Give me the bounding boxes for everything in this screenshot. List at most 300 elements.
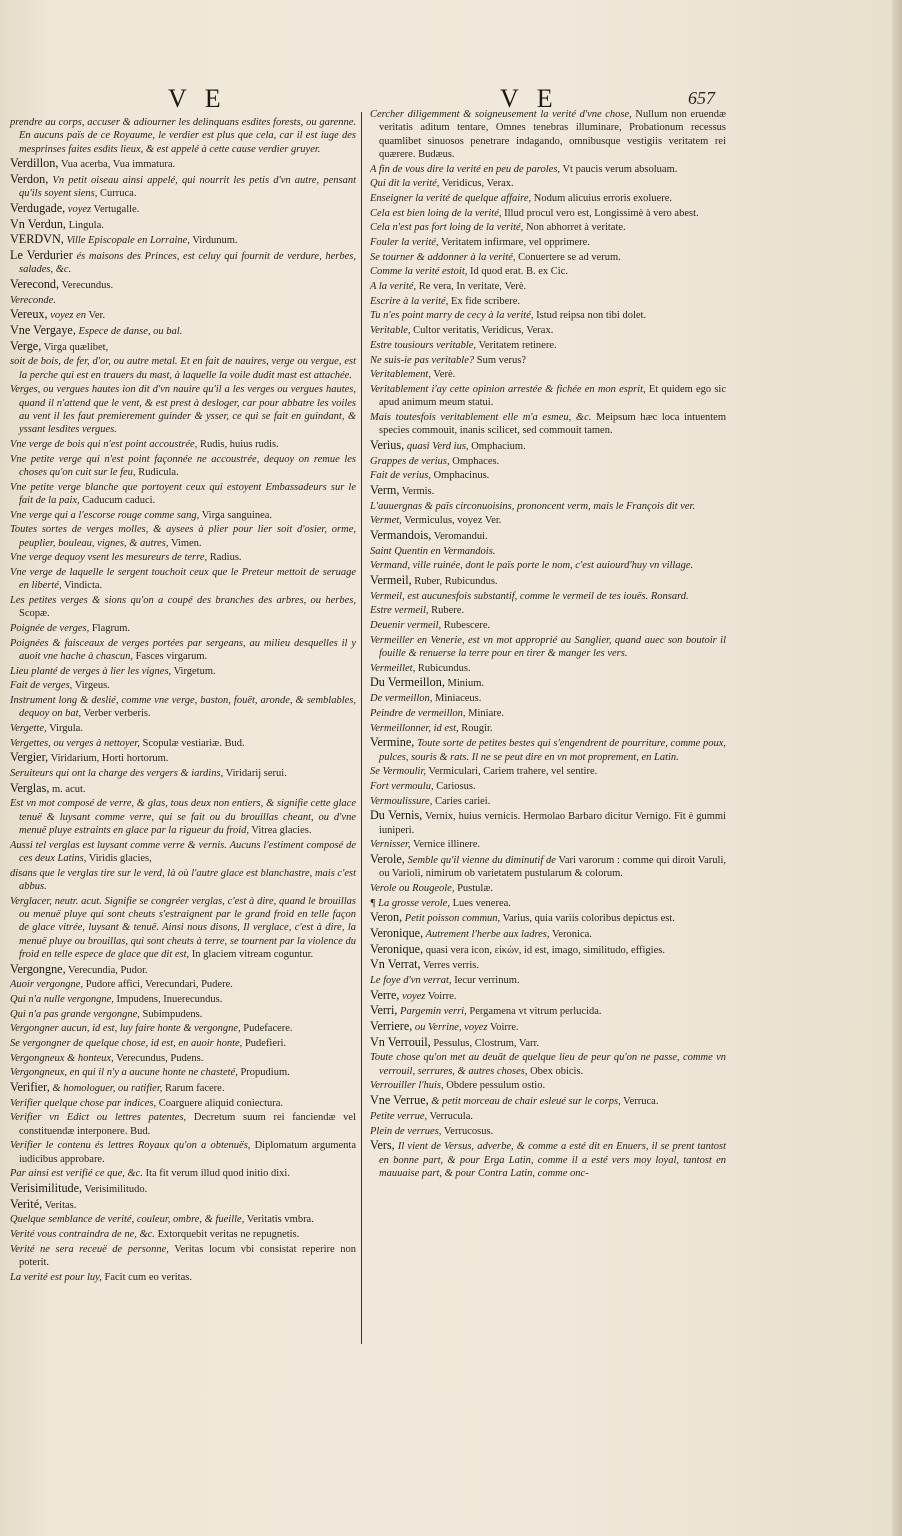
french-gloss: & homologuer, ou ratifier, [49,1083,163,1095]
latin-gloss: Pudefacere. [240,1023,293,1035]
french-gloss: voyez en [47,310,87,322]
french-gloss: Seruiteurs qui ont la charge des vergers & iardins, [10,768,224,780]
latin-gloss: Iecur verrinum. [451,975,520,987]
french-gloss: Cela n'est pas fort loing de la verité, [370,222,524,234]
french-gloss: ¶ La grosse verole, [370,897,450,909]
dictionary-entry [370,368,726,381]
french-gloss: Se vergongner de quelque chose, id est, en auoir honte, [10,1038,243,1050]
french-gloss: Cercher diligemment & soigneusement la verité d'vne chose, [370,109,632,120]
dictionary-entry [370,280,726,293]
french-gloss: Peindre de vermeillon, [370,707,466,719]
french-gloss: Cela est bien loing de la verité, [370,207,502,219]
latin-gloss: Ita fit verum illud quod initio dixi. [142,1168,290,1180]
french-gloss: & petit morceau de chair esleué sur le corps, [428,1096,621,1108]
latin-gloss: Veritatem retinere. [476,339,557,351]
french-gloss: Tu n'es point marry de cecy à la verité, [370,310,534,322]
dictionary-entry [10,1243,356,1270]
latin-gloss: Veritas. [42,1199,77,1211]
latin-gloss: Vindicta. [61,580,103,592]
dictionary-entry [370,662,726,675]
latin-gloss: Lingula. [65,219,104,231]
dictionary-entry [370,192,726,205]
french-gloss: Vernisser, [370,839,411,851]
latin-gloss: Veritas locum vbi consistat reperire non poterit. [19,1243,356,1269]
dictionary-entry [370,1110,726,1123]
running-head-left: V E [168,84,227,113]
headword: Verriere, [370,1019,413,1034]
dictionary-entry [10,1182,356,1196]
latin-gloss: Pergamena vt vitrum perlucida. [466,1006,602,1018]
dictionary-entry [370,1094,726,1108]
dictionary-entry [370,383,726,410]
headword: Veronique, [370,925,424,940]
dictionary-entry [370,943,726,957]
latin-gloss: Vari varorum : comme qui diroit Varuli, ou Varioli, nimirum ob varietatem pustularum & colorum. [379,854,726,880]
headword: Veronique, [370,941,424,956]
french-gloss: ou Verrine, voyez [412,1022,488,1034]
dictionary-entry [10,737,356,750]
headword: Du Vermeillon, [370,675,445,690]
dictionary-entry [370,1079,726,1092]
left-column [10,116,356,1286]
headword: Verecond, [10,277,60,291]
french-gloss: A fin de vous dire la verité en peu de paroles, [370,163,561,175]
latin-gloss: Re vera, In veritate, Verè. [416,281,527,293]
dictionary-entry [370,221,726,234]
dictionary-entry [10,637,356,664]
latin-gloss: Rubescere. [441,620,491,632]
french-gloss: Auoir vergongne, [10,979,84,991]
dictionary-entry [10,383,356,436]
dictionary-entry [10,722,356,735]
french-gloss: Vn petit oiseau ainsi appelé, qui nourrit les petis d'vn autre, pensant qu'ils soyent siens, [19,174,356,200]
dictionary-entry [10,1097,356,1110]
french-gloss: voyez [65,203,92,215]
headword: Le Verdurier [10,248,73,263]
latin-gloss: Vermiculus, voyez Ver. [401,515,502,527]
french-gloss: La verité est pour luy, [10,1271,102,1283]
headword: Verius, [370,437,405,452]
french-gloss: Verglacer, neutr. acut. Signifie se congréer verglas, c'est à dire, quand le brouillas ou menuë pluye qui sont cheuts s'estraignent par le grand froid en telle façon de glace vitrée, luysant & tenuë. Ainsi nous disons, Il verglace, c'est à dire, la menuë pluye ou brouillas, qui sont cheuts à terre, se tournent par la violence du froid en telle espece de glace que dit est, [10,895,356,960]
latin-gloss: Viridarium, Horti hortorum. [48,753,169,765]
dictionary-entry [370,1125,726,1138]
dictionary-entry [10,453,356,480]
french-gloss: Vermeil, est aucunesfois substantif, comme le vermeil de tes iouës. Ronsard. [370,590,689,602]
dictionary-entry [10,308,356,322]
dictionary-entry [370,838,726,851]
dictionary-entry [10,481,356,508]
french-gloss: Toutes sortes de verges molles, & aysees à plier pour lier soit d'osier, orme, peuplier, bouleau, vignes, & autres, [10,524,356,549]
dictionary-entry [10,797,356,837]
latin-gloss: Rougir. [458,722,493,734]
latin-gloss: Curruca. [97,188,137,200]
french-gloss: Vereconde. [10,294,56,306]
headword: Vne Verrue, [370,1093,429,1108]
dictionary-entry [370,911,726,925]
latin-gloss: Verecundia, Pudor. [65,964,148,976]
latin-gloss: Viridis glacies, [86,853,152,865]
french-gloss: Espece de danse, ou bal. [75,326,183,338]
headword: Vereux, [10,307,48,322]
dictionary-entry [10,1066,356,1079]
french-gloss: Verifier quelque chose par indices, [10,1097,157,1109]
dictionary-entry [370,469,726,482]
dictionary-entry [370,1036,726,1050]
dictionary-entry [370,574,726,588]
dictionary-entry [370,882,726,895]
dictionary-entry [10,782,356,796]
dictionary-entry [370,974,726,987]
headword: Vermandois, [370,527,432,542]
dictionary-entry [10,679,356,692]
french-gloss: Vergettes, ou verges à nettoyer, [10,737,140,749]
french-gloss: Le foye d'vn verrat, [370,975,452,987]
latin-gloss: Miniare. [465,707,505,719]
headword: Du Vernis, [370,808,423,823]
dictionary-entry [370,559,726,572]
latin-gloss: Varius, quia variis coloribus depictus est. [500,913,675,925]
french-gloss: Poignées & faisceaux de verges portées par sergeans, au milieu desquelles il y auoit vne hache à chascun, [10,637,356,662]
headword: Vn Verdun, [10,216,66,231]
dictionary-entry [370,736,726,764]
latin-gloss: Extorquebit veritas ne repugnetis. [154,1229,300,1241]
latin-gloss: Caries cariei. [432,795,491,807]
dictionary-entry [370,265,726,278]
latin-gloss: Pudore affici, Verecundari, Pudere. [83,979,233,991]
dictionary-entry [370,722,726,735]
french-gloss: Se tourner & addonner à la verité, [370,251,516,263]
dictionary-entry [370,484,726,498]
dictionary-entry [370,108,726,161]
french-gloss: Escrire à la verité, [370,295,449,307]
headword: Verre, [370,987,400,1002]
dictionary-entry [370,707,726,720]
latin-gloss: Virga sanguinea. [199,509,273,521]
french-gloss: Vermoulissure, [370,795,433,807]
french-gloss: Qui n'a pas grande vergongne, [10,1008,140,1020]
dictionary-entry [370,455,726,468]
dictionary-entry [10,157,356,171]
dictionary-entry [370,295,726,308]
latin-gloss: Decretum suum rei fanciendæ vel constituendæ interponere. Bud. [19,1112,356,1137]
dictionary-entry [10,355,356,382]
latin-gloss: Rubicundus. [415,662,471,674]
latin-gloss: quasi vera icon, εἰκὼν, id est, imago, similitudo, effigies. [423,944,665,956]
dictionary-entry [370,339,726,352]
french-gloss: disans que le verglas tire sur le verd, là où l'autre glace est blanchastre, mais c'est abbus. [10,867,356,893]
dictionary-entry [370,853,726,881]
dictionary-entry [10,751,356,765]
latin-gloss: Coarguere aliquid coniectura. [156,1097,284,1109]
dictionary-entry [10,1037,356,1050]
dictionary-entry [370,439,726,453]
latin-gloss: Subimpudens. [139,1008,203,1020]
french-gloss: Comme la verité estoit, [370,266,468,278]
dictionary-entry [10,566,356,593]
dictionary-entry [10,173,356,201]
french-gloss: és maisons des Princes, est celuy qui fournit de verdure, herbes, salades, &c. [19,251,356,276]
french-gloss: quasi Verd ius, [404,440,469,452]
french-gloss: prendre au corps, accuser & adiourner les delinquans esdites forests, ou garenne. En aucuns païs de ce Royaume, le verdier est plus que cela, car il est iuge des mesprinses faites esdits lieux, & est appelé à cette cause verdier gruyer. [10,117,356,155]
latin-gloss: Vt paucis verum absoluam. [560,163,678,175]
dictionary-entry [10,993,356,1006]
latin-gloss: Pudefieri. [242,1038,287,1050]
latin-gloss: Rudicula. [135,466,179,478]
latin-gloss: Minium. [444,678,485,690]
latin-gloss: Vimen. [168,537,202,549]
dictionary-entry [370,529,726,543]
latin-gloss: Veronica. [549,928,592,940]
page-edge [892,0,902,1536]
page-number: 657 [688,88,715,108]
dictionary-entry [370,989,726,1003]
french-gloss: Petite verrue, [370,1110,428,1122]
latin-gloss: Virgetum. [171,665,216,677]
french-gloss: Vne verge qui a l'escorse rouge comme sang, [10,509,200,521]
headword: Vergier, [10,750,49,765]
headword: Vn Verrouil, [370,1034,431,1049]
headword: Vn Verrat, [370,957,421,972]
french-gloss: L'auuergnas & païs circonuoisins, prononcent verm, mais le François dit ver. [370,500,696,512]
dictionary-entry [10,1008,356,1021]
latin-gloss: Lues venerea. [449,897,511,909]
headword: Verge, [10,338,42,353]
french-gloss: Fait de verges, [10,680,73,692]
latin-gloss: Verruca. [620,1096,659,1108]
latin-gloss: Verrucosus. [441,1125,494,1137]
latin-gloss: Vermiculari, Cariem trahere, vel sentire. [426,766,598,778]
dictionary-entry [10,116,356,156]
dictionary-entry [10,694,356,721]
latin-gloss: Obdere pessulum ostio. [443,1080,546,1092]
dictionary-entry [370,604,726,617]
latin-gloss: Veritatis vmbra. [244,1214,314,1226]
french-gloss: Ville Episcopale en Lorraine, [63,235,190,247]
headword: Verisimilitude, [10,1181,83,1196]
french-gloss: Vne verge de laquelle le sergent touchoit ceux que le Preteur mettoit de seruage en liberté, [10,567,356,592]
french-gloss: Vne verge dequoy vsent les mesureurs de terre, [10,552,208,564]
dictionary-entry [370,514,726,527]
dictionary-entry [370,324,726,337]
dictionary-entry [10,1167,356,1180]
french-gloss: Fort vermoulu, [370,780,434,792]
french-gloss: Quelque semblance de verité, couleur, ombre, & fueille, [10,1214,245,1226]
french-gloss: Veritablement i'ay cette opinion arrestée & fichée en mon esprit, [370,383,646,395]
french-gloss: Pargemin verri, [397,1006,467,1018]
french-gloss: Fouler la verité, [370,237,439,249]
french-gloss: Il vient de Versus, adverbe, & comme a esté dit en Enuers, il se prent tantost en bonne part, & pour Erga Latin, comme il a esté vers moy loyal, tantost en mauuaise part, & pour Contra Latin, comme onc- [379,1141,726,1179]
headword: Verm, [370,482,400,497]
french-gloss: Toute sorte de petites bestes qui s'engendrent de pourriture, comme poux, pulces, souris & rats. Il ne se peut dire en vn mot proprement, en Latin. [379,738,726,763]
french-gloss: Par ainsi est verifié ce que, &c. [10,1168,143,1180]
french-gloss: Est vn mot composé de verre, & glas, tous deux non entiers, & signifie cette glace tenuë & luysant comme verre, qui se fait ou du brouillas cheant, ou d'vne menuë pluye estraints en glace par la rigueur du froid, [10,798,356,837]
french-gloss: Verité ne sera receuë de personne, [10,1243,169,1255]
latin-gloss: Rubere. [428,605,465,617]
latin-gloss: Ver. [86,310,106,322]
dictionary-entry [370,795,726,808]
french-gloss: Vermet, [370,515,402,527]
dictionary-entry [10,665,356,678]
dictionary-entry [10,523,356,550]
dictionary-entry [10,1198,356,1212]
french-gloss: soit de bois, de fer, d'or, ou autre metal. Et en fait de nauires, verge ou vergue, est la perche qui est en trauers du mast, à laquelle la voile dudit mast est attachée. [10,356,356,381]
french-gloss: Vergette, [10,723,47,735]
french-gloss: Qui dit la verité, [370,178,440,190]
french-gloss: Grappes de verius, [370,455,450,467]
french-gloss: Petit poisson commun, [402,913,501,925]
dictionary-entry [370,1020,726,1034]
french-gloss: Verges, ou vergues hautes ion dit d'vn nauire qu'il a les verges ou vergues hautes, quand il n'attend que le vent, & est prest à desloger, car pour abbatre les voiles au vent il les faut premierement guinder & ysser, ce qui se fait en guindant, & yssant lesdites vergues. [10,384,356,436]
french-gloss: Les petites verges & sions qu'on a coupé des branches des arbres, ou herbes, [10,595,356,606]
french-gloss: Vermand, ville ruinée, dont le païs porte le nom, c'est auiourd'huy vn village. [370,560,694,572]
french-gloss: Poignée de verges, [10,622,90,634]
french-gloss: Vne petite verge qui n'est point façonnée ne accoustrée, dequoy on remue les choses qu'on cuit sur le feu, [10,453,356,478]
dictionary-entry [370,958,726,972]
dictionary-entry [370,163,726,176]
french-gloss: Lieu planté de verges à lier les vignes, [10,665,172,677]
latin-gloss: Id quod erat. B. ex Cic. [467,266,569,278]
latin-gloss: Verrucula. [427,1110,474,1122]
french-gloss: Aussi tel verglas est luysant comme verre & vernis. Aucuns l'estiment composé de ces deux Latins, [10,839,356,865]
dictionary-entry [370,411,726,438]
dictionary-entry [10,1052,356,1065]
latin-gloss: Verè. [430,369,456,381]
headword: Vers, [370,1138,395,1153]
latin-gloss: Propudium. [237,1067,290,1079]
latin-gloss: Ex fide scribere. [448,295,521,307]
french-gloss: Verifier le contenu és lettres Royaux qu'on a obtenuës, [10,1140,251,1152]
dictionary-entry [10,233,356,247]
headword: Verglas, [10,780,50,795]
latin-gloss: Facit cum eo veritas. [101,1271,192,1283]
dictionary-entry [10,278,356,292]
latin-gloss: In glaciem vitream coguntur. [189,948,314,960]
dictionary-entry [10,895,356,961]
dictionary-entry [370,676,726,690]
dictionary-entry [10,202,356,216]
dictionary-entry [370,1051,726,1078]
headword: Verole, [370,851,405,866]
latin-gloss: Vitrea glacies. [249,825,312,837]
french-gloss: Mais toutesfois veritablement elle m'a esmeu, &c. [370,411,592,423]
running-head-right: V E [500,84,559,113]
right-column [370,108,726,1182]
latin-gloss: Verisimilitudo. [82,1184,148,1196]
latin-gloss: Caducum caduci. [79,494,156,506]
french-gloss: De vermeillon, [370,693,433,705]
latin-gloss: Rarum facere. [162,1083,225,1095]
french-gloss: Toute chose qu'on met au deuāt de quelque lieu de peur qu'on ne passe, comme vn verrouil, serrures, & autres choses, [370,1052,726,1077]
latin-gloss: Viridarij serui. [223,768,287,780]
dictionary-entry [370,177,726,190]
headword: Verdillon, [10,156,59,171]
dictionary-entry [370,1004,726,1018]
latin-gloss: Pustulæ. [454,882,493,894]
dictionary-entry [10,1081,356,1095]
headword: Verdon, [10,171,49,186]
dictionary-entry [370,634,726,661]
french-gloss: Vergongneux & honteux, [10,1052,114,1064]
headword: Veron, [370,910,403,925]
latin-gloss: Scopulæ vestiariæ. Bud. [139,737,245,749]
french-gloss: Veritablement, [370,369,431,381]
latin-gloss: Diplomatum argumenta iudicibus approbare. [19,1140,356,1165]
dictionary-entry [10,324,356,338]
dictionary-entry [370,236,726,249]
french-gloss: Verité vous contraindra de ne, &c. [10,1229,155,1241]
headword: Verité, [10,1196,43,1211]
latin-gloss: m. acut. [49,783,86,795]
latin-gloss: Virgeus. [72,680,110,692]
latin-gloss: Verber verberis. [81,708,151,720]
latin-gloss: Omphaces. [449,455,500,467]
french-gloss: Vermeiller en Venerie, est vn mot approprié au Sanglier, quand auec son boutoir il fouille & renuerse la terre pour en tirer & manger les vers. [370,634,726,660]
latin-gloss: Conuertere se ad verum. [515,251,621,263]
latin-gloss: Pessulus, Clostrum, Varr. [430,1037,540,1049]
dictionary-entry [10,867,356,894]
dictionary-entry [10,622,356,635]
latin-gloss: Voirre. [425,990,457,1002]
latin-gloss: Istud reipsa non tibi dolet. [533,310,647,322]
french-gloss: Autrement l'herbe aux ladres, [423,928,550,940]
dictionary-entry [370,780,726,793]
dictionary-entry [10,1228,356,1241]
french-gloss: Verole ou Rougeole, [370,882,455,894]
headword: VERDVN, [10,232,64,247]
french-gloss: Fait de verius, [370,470,431,482]
latin-gloss: Virga quælibet, [41,341,109,353]
dictionary-entry [370,500,726,513]
french-gloss: Saint Quentin en Vermandois. [370,545,496,557]
dictionary-entry [10,340,356,354]
latin-gloss: Vertugalle. [91,203,140,215]
french-gloss: Verrouiller l'huis, [370,1080,444,1092]
latin-gloss: Cariosus. [433,780,476,792]
french-gloss: Estre tousiours veritable, [370,339,477,351]
dictionary-entry [370,692,726,705]
column-divider [361,112,362,1344]
latin-gloss: Veritatem infirmare, vel opprimere. [438,237,590,249]
dictionary-entry [370,251,726,264]
latin-gloss: Vernix, huius vernicis. Hermolao Barbaro dicitur Vernigo. Fit è gummi iuniperi. [379,811,726,836]
french-gloss: Qui n'a nulle vergongne, [10,993,114,1005]
dictionary-entry [10,767,356,780]
latin-gloss: Vernice illinere. [410,839,481,851]
dictionary-entry [10,963,356,977]
dictionary-entry [10,1139,356,1166]
dictionary-entry [370,1139,726,1180]
latin-gloss: Verecundus. [59,280,114,291]
dictionary-entry [10,1213,356,1226]
latin-gloss: Verecundus, Pudens. [113,1052,204,1064]
latin-gloss: Veridicus, Verax. [439,178,514,190]
french-gloss: Vermeillet, [370,662,416,674]
latin-gloss: Vua acerba, Vua immatura. [58,159,176,171]
french-gloss: Vergongner aucun, id est, luy faire honte & vergongne, [10,1023,241,1035]
latin-gloss: Verres verris. [420,960,479,972]
latin-gloss: Radius. [207,552,242,564]
dictionary-entry [10,1111,356,1138]
dictionary-entry [370,897,726,910]
dictionary-entry [370,309,726,322]
french-gloss: Enseigner la verité de quelque affaire, [370,192,532,204]
latin-gloss: Impudens, Inuerecundus. [113,993,223,1005]
french-gloss: Ne suis-ie pas veritable? [370,354,475,366]
latin-gloss: Omphacium. [468,440,526,452]
dictionary-entry [10,978,356,991]
dictionary-entry [10,218,356,232]
headword: Vermine, [370,735,415,750]
